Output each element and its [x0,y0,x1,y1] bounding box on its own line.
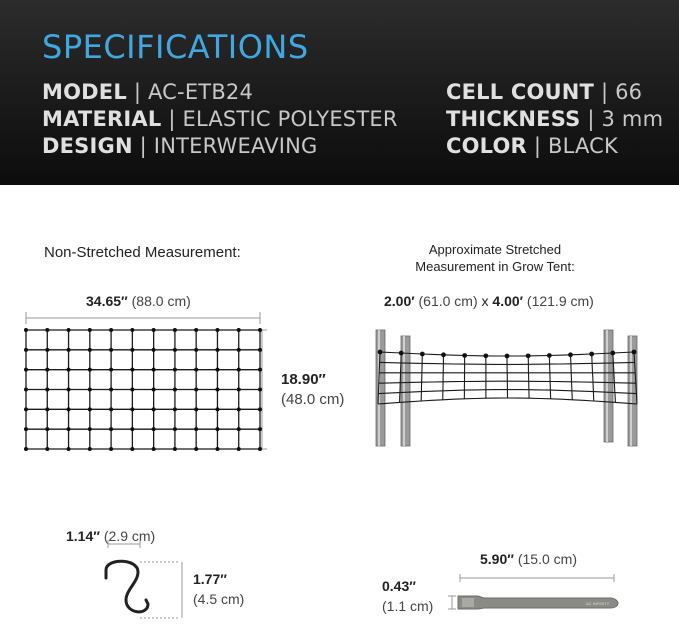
net-knot [215,328,219,332]
net-knot [215,447,219,451]
stretched-width-cm: (61.0 cm) [419,293,478,309]
net-knot [237,368,241,372]
net-knot [173,388,177,392]
stretched-dimension [384,291,594,311]
hook-height-inches: 1.77″ [193,571,227,587]
net-knot [67,328,71,332]
net-knot [45,447,49,451]
net-knot [24,348,28,352]
stretched-net-knot [462,353,467,358]
width-dimension-line [26,312,260,324]
spec-separator: | [534,134,541,158]
net-knot [194,348,198,352]
net-knot [67,447,71,451]
net-knot [258,407,262,411]
net-knot [194,328,198,332]
stretched-label [400,241,590,275]
spec-design-key: DESIGN [42,134,133,158]
net-knot [45,407,49,411]
net-knot [194,447,198,451]
spec-material-key: MATERIAL [42,107,161,131]
net-knot [109,328,113,332]
net-knot [109,427,113,431]
stretched-net-knot [441,352,446,357]
net-knot [173,328,177,332]
spec-cell-count-key: CELL COUNT [446,80,594,104]
stretched-net-knot [505,354,510,359]
strap-width-dimension [382,576,433,616]
spec-separator: | [134,80,141,104]
net-width-inches: 34.65″ [86,293,128,309]
net-knot [130,368,134,372]
net-knot [237,447,241,451]
net-knot [109,388,113,392]
trellis-net-grid [24,328,262,451]
stretched-net-knot [399,351,404,356]
net-knot [24,447,28,451]
spec-color-value: BLACK [548,134,618,158]
strap-diagram [440,570,625,615]
net-knot [67,368,71,372]
net-knot [215,427,219,431]
net-knot [109,447,113,451]
spec-thickness-key: THICKNESS [446,107,580,131]
stretched-net-knot [610,351,615,356]
net-knot [88,447,92,451]
stretched-net-knot [589,352,594,357]
spec-separator: | [168,107,175,131]
hook-width-cm: (2.9 cm) [104,528,155,544]
net-width-cm: (88.0 cm) [132,293,191,309]
stretched-net-strand [443,355,444,400]
net-knot [237,328,241,332]
net-knot [24,388,28,392]
net-knot [45,368,49,372]
net-knot [109,407,113,411]
spec-model-value: AC-ETB24 [148,80,253,104]
net-knot [130,427,134,431]
spec-design-value: INTERWEAVING [154,134,318,158]
strap-length-cm: (15.0 cm) [518,551,577,567]
stretched-net-knot [420,352,425,357]
stretched-net-knot [526,353,531,358]
net-knot [258,328,262,332]
net-knot [45,427,49,431]
net-knot [24,368,28,372]
net-knot [173,447,177,451]
net-knot [173,348,177,352]
stretched-net-knot [632,350,637,355]
net-knot [45,388,49,392]
net-knot [237,427,241,431]
net-height-dimension [281,370,344,410]
net-knot [152,388,156,392]
strap-width-cm: (1.1 cm) [382,598,433,614]
non-stretched-label: Non-Stretched Measurement: [44,244,241,261]
stretched-net-strand [507,356,508,398]
net-knot [67,388,71,392]
page-title: SPECIFICATIONS [42,28,309,66]
times-sign: x [482,293,489,309]
net-knot [67,348,71,352]
net-knot [215,388,219,392]
net-knot [237,348,241,352]
net-knot [45,348,49,352]
net-knot [67,427,71,431]
strap-buckle [462,598,474,607]
spec-color-key: COLOR [446,134,527,158]
net-knot [258,348,262,352]
strap-brand-mark: AC INFINITY [586,601,610,606]
net-knot [152,348,156,352]
stretched-width-ft: 2.00′ [384,293,415,309]
net-knot [258,447,262,451]
net-knot [152,407,156,411]
spec-separator: | [587,107,594,131]
net-knot [45,328,49,332]
net-knot [152,427,156,431]
net-knot [173,427,177,431]
hook-dimension-lines [108,540,182,618]
tent-pole [376,330,385,446]
net-knot [194,368,198,372]
hook-height-dimension [193,569,244,609]
hook-width-inches: 1.14″ [66,528,100,544]
net-knot [24,328,28,332]
tent-pole-highlight [606,330,608,442]
net-knot [130,348,134,352]
net-height-inches: 18.90″ [281,371,326,388]
net-knot [194,407,198,411]
spec-material-value: ELASTIC POLYESTER [182,107,397,131]
stretched-net-in-tent [376,330,637,446]
stretched-net-strand [378,398,637,404]
net-knot [24,427,28,431]
net-knot [130,328,134,332]
stretched-net-strand [528,356,529,398]
spec-model-key: MODEL [42,80,127,104]
stretched-net-knot [568,352,573,357]
net-knot [258,427,262,431]
net-knot [215,407,219,411]
strap-width-inches: 0.43″ [382,578,416,594]
net-knot [152,368,156,372]
net-knot [215,368,219,372]
stretched-net-strand [549,356,550,399]
net-knot [215,348,219,352]
net-knot [194,427,198,431]
net-knot [258,388,262,392]
spec-separator: | [601,80,608,104]
net-knot [173,368,177,372]
strap-length-inches: 5.90″ [480,551,514,567]
net-knot [130,447,134,451]
net-knot [237,407,241,411]
stretched-net-knot [378,350,383,355]
net-knot [88,388,92,392]
net-knot [88,348,92,352]
net-knot [258,368,262,372]
stretched-net-strand [571,355,573,400]
s-hook-icon [106,561,148,612]
net-knot [24,407,28,411]
net-knot [194,388,198,392]
net-knot [109,368,113,372]
stretched-length-ft: 4.00′ [492,293,523,309]
net-knot [67,407,71,411]
net-knot [130,407,134,411]
spec-thickness-value: 3 mm [602,107,664,131]
stretched-net-knot [483,353,488,358]
net-knot [88,368,92,372]
spec-cell-count-value: 66 [615,80,642,104]
net-knot [88,427,92,431]
net-knot [237,388,241,392]
net-knot [152,447,156,451]
net-height-cm: (48.0 cm) [281,391,344,408]
net-knot [88,407,92,411]
stretched-length-cm: (121.9 cm) [527,293,594,309]
stretched-label-line1: Approximate Stretched [429,242,561,257]
net-knot [109,348,113,352]
stretched-label-line2: Measurement in Grow Tent: [415,259,574,274]
hook-diagram [90,540,200,625]
tent-pole [604,330,613,442]
strap-length-dimension [480,549,577,569]
stretched-net-strand [421,354,422,401]
spec-separator: | [140,134,147,158]
net-knot [130,388,134,392]
stretched-net-strand [592,354,594,401]
stretched-net-knot [547,353,552,358]
net-knot [152,328,156,332]
net-knot [88,328,92,332]
hook-height-cm: (4.5 cm) [193,591,244,607]
net-knot [173,407,177,411]
